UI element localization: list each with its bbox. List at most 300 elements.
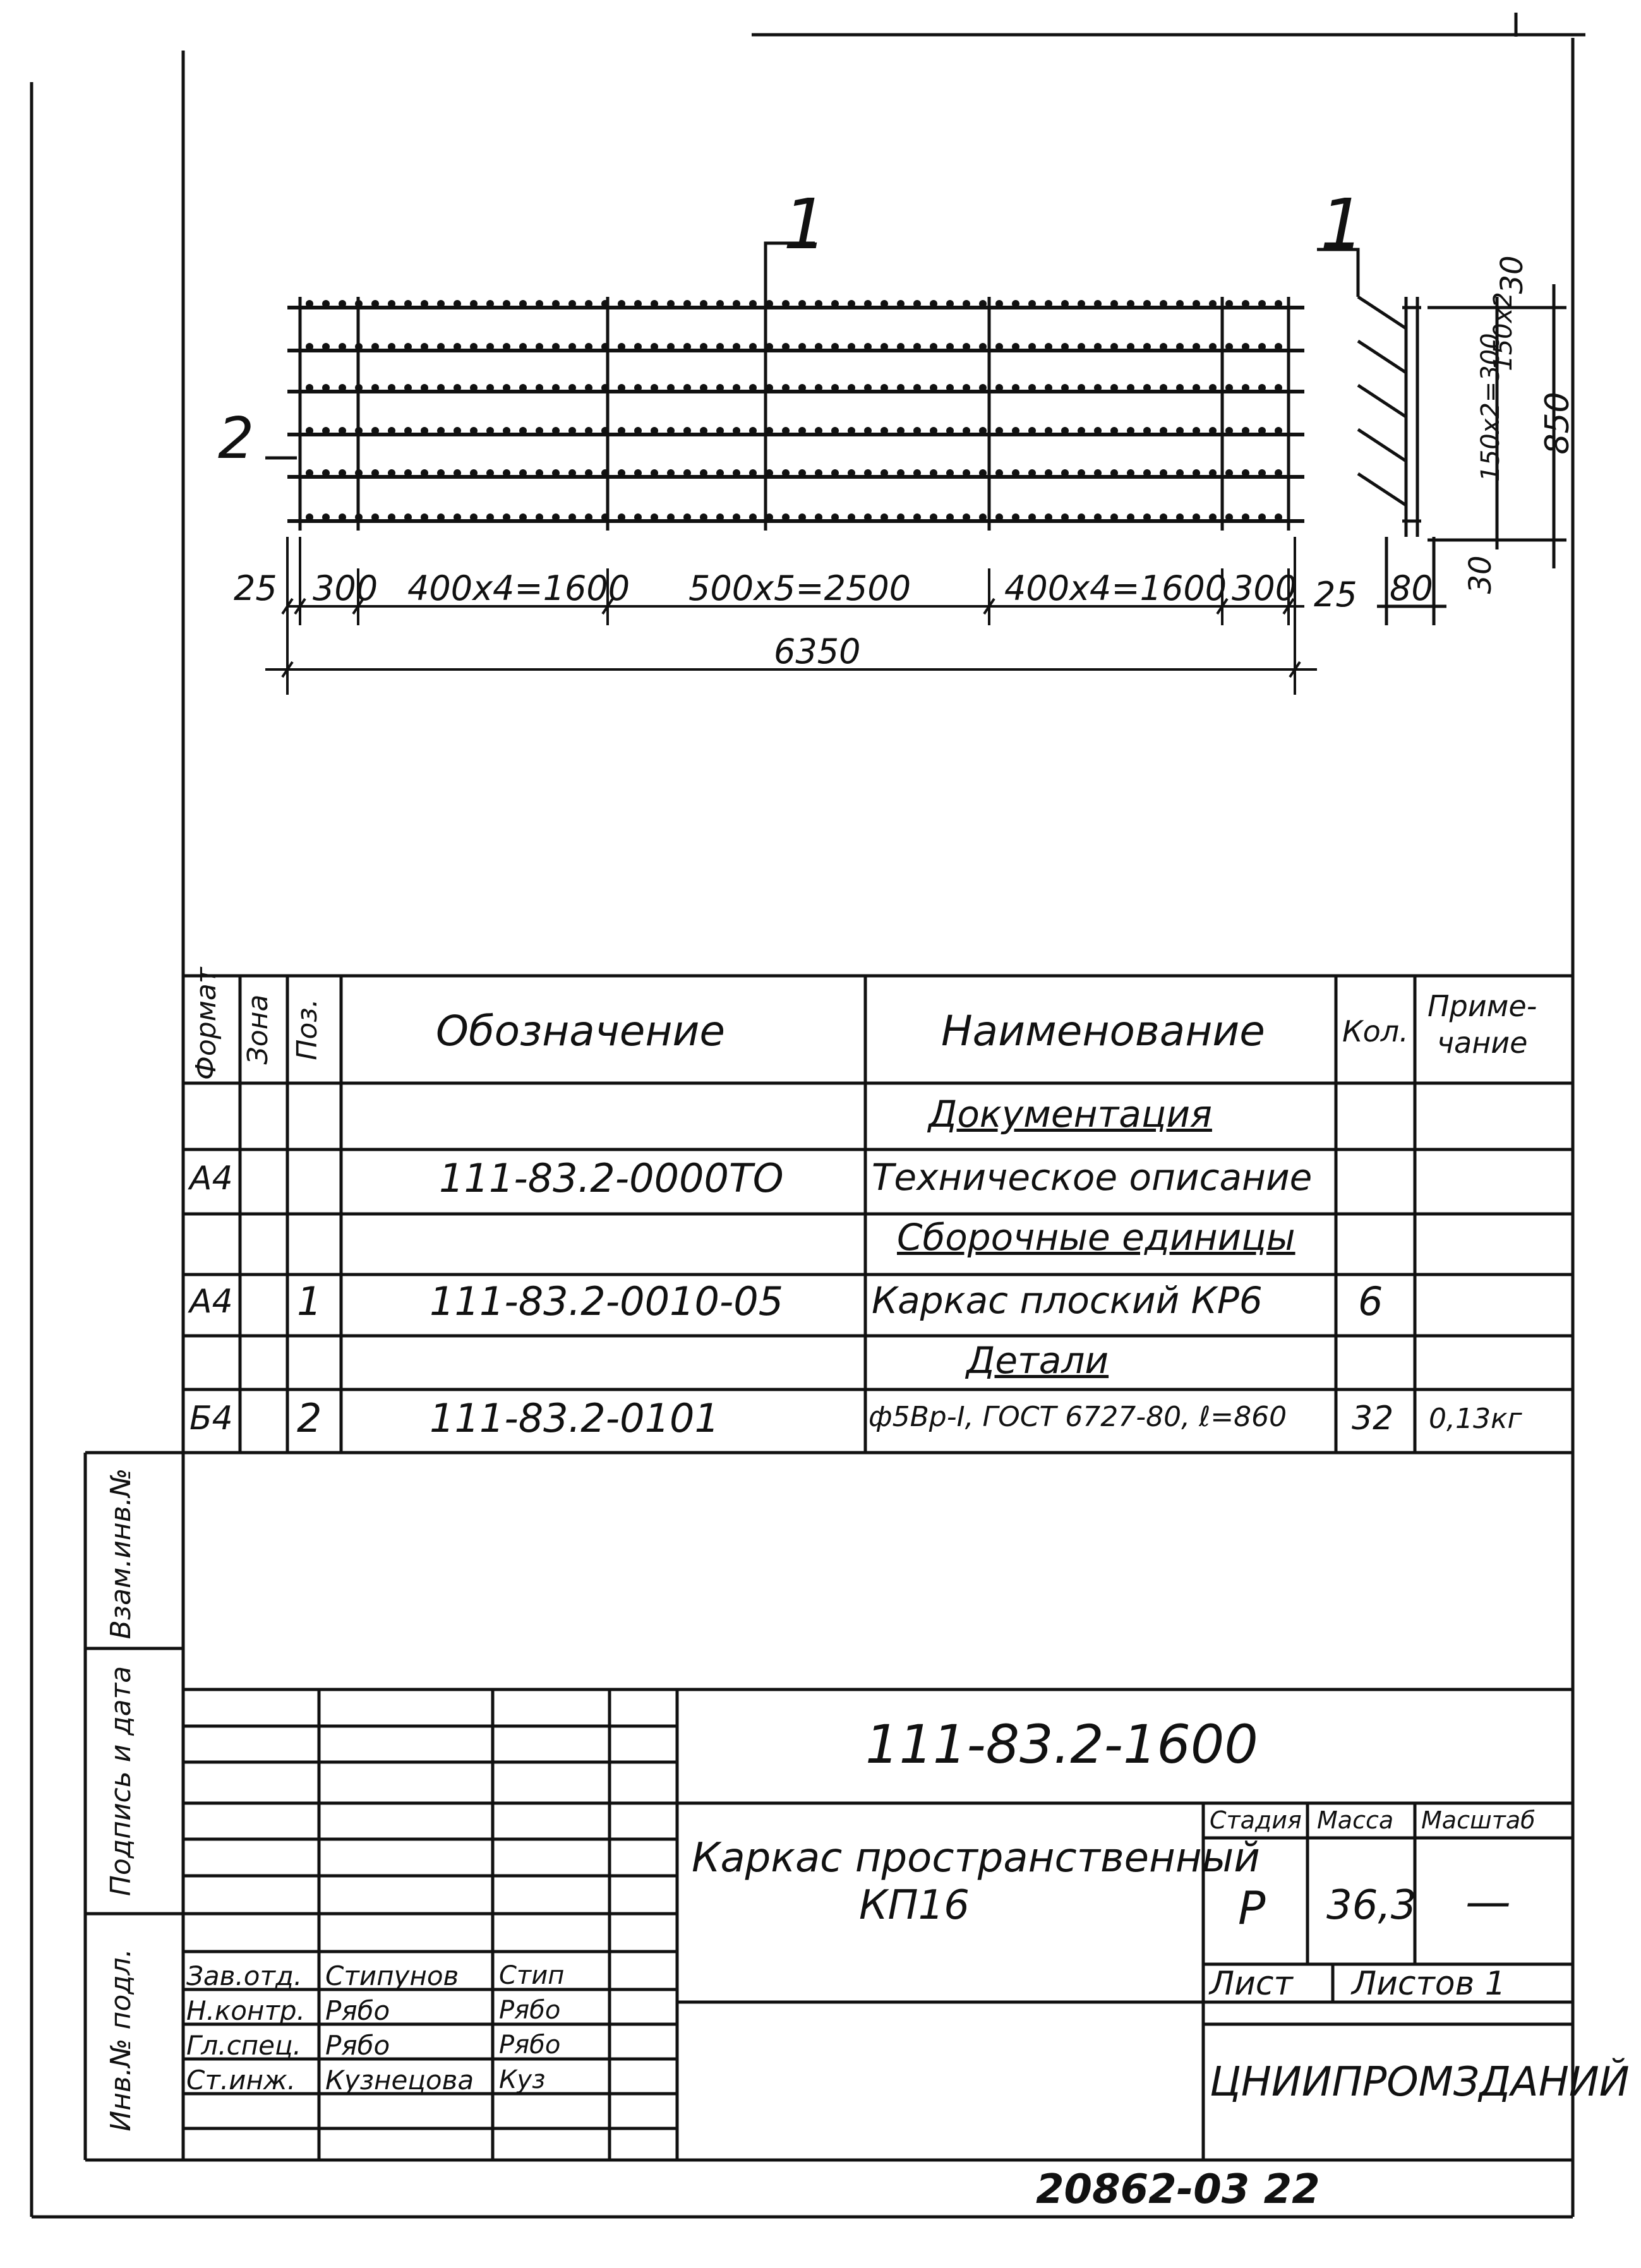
rivet-dot [1012, 343, 1019, 351]
rivet-dot [1258, 300, 1266, 308]
rivet-dot [716, 343, 724, 351]
rivet-dot [913, 513, 921, 521]
rivet-dot [979, 384, 987, 392]
rivet-dot [470, 469, 478, 477]
rivet-dot [388, 469, 395, 477]
rivet-dot [1127, 343, 1134, 351]
rivet-dot [733, 300, 740, 308]
rivet-dot [749, 300, 757, 308]
rivet-dot [979, 427, 987, 435]
rivet-dot [371, 384, 379, 392]
rivet-dot [421, 343, 428, 351]
rivet-dot [683, 343, 691, 351]
rivet-dot [815, 469, 822, 477]
row-qty: 32 [1352, 1400, 1394, 1437]
rivet-dot [618, 427, 625, 435]
rivet-dot [864, 300, 872, 308]
rivet-dot [946, 300, 954, 308]
rivet-dot [1275, 513, 1282, 521]
rivet-dot [1143, 384, 1151, 392]
header-note: Приме- чание [1428, 989, 1537, 1060]
rivet-dot [1110, 384, 1118, 392]
rivet-dot [1209, 427, 1217, 435]
rivet-dot [1275, 300, 1282, 308]
header-format: Формат [190, 967, 222, 1080]
rivet-dot [1143, 469, 1151, 477]
rivet-dot [963, 513, 970, 521]
scale-label: Масштаб [1421, 1806, 1536, 1834]
rivet-dot [1094, 513, 1102, 521]
rivet-dot [1143, 343, 1151, 351]
rivet-dot [963, 469, 970, 477]
header-pos: Поз. [291, 999, 323, 1060]
rivet-dot [552, 343, 560, 351]
rivet-dot [552, 384, 560, 392]
rivet-dot [782, 427, 790, 435]
rivet-dot [1028, 300, 1036, 308]
row-pos: 1 [297, 1278, 322, 1324]
rivet-dot [1045, 343, 1052, 351]
rivet-dot [519, 469, 527, 477]
rivet-dot [930, 384, 937, 392]
rivet-dot [1094, 300, 1102, 308]
rivet-dot [1045, 300, 1052, 308]
rivet-dot [667, 427, 675, 435]
rivet-dot [782, 513, 790, 521]
rivet-dot [1094, 384, 1102, 392]
rivet-dot [568, 300, 576, 308]
rivet-dot [1143, 513, 1151, 521]
rivet-dot [716, 300, 724, 308]
rivet-dot [536, 427, 543, 435]
rivet-dot [700, 469, 707, 477]
rivet-dot [1061, 343, 1069, 351]
rivet-dot [470, 343, 478, 351]
rivet-dot [782, 384, 790, 392]
rivet-dot [585, 469, 592, 477]
rivet-dot [404, 427, 412, 435]
rivet-dot [979, 469, 987, 477]
sheets-label: Листов 1 [1352, 1965, 1506, 2003]
rivet-dot [700, 384, 707, 392]
stage-label: Стадия [1210, 1806, 1302, 1834]
rivet-dot [963, 300, 970, 308]
rivet-dot [1078, 300, 1085, 308]
rivet-dot [1258, 513, 1266, 521]
sig-sign: Стип [499, 1961, 565, 1990]
rivet-dot [946, 427, 954, 435]
rivet-dot [815, 513, 822, 521]
rivet-dot [1061, 384, 1069, 392]
rivet-dot [339, 343, 346, 351]
rivet-dot [1127, 427, 1134, 435]
rivet-dot [897, 469, 905, 477]
rivet-dot [913, 300, 921, 308]
rivet-dot [404, 343, 412, 351]
row-designation: 111-83.2-0010-05 [430, 1278, 784, 1324]
rivet-dot [634, 300, 642, 308]
rivet-dot [1012, 300, 1019, 308]
rivet-dot [1225, 300, 1233, 308]
rivet-dot [1176, 384, 1184, 392]
section-documentation: Документация [929, 1093, 1212, 1136]
rivet-dot [1225, 513, 1233, 521]
rivet-dot [1225, 343, 1233, 351]
rivet-dot [683, 469, 691, 477]
rivet-dot [1061, 469, 1069, 477]
rivet-dot [881, 469, 888, 477]
rivet-dot [1275, 427, 1282, 435]
rivet-dot [470, 427, 478, 435]
rivet-dot [322, 513, 330, 521]
dim-500x5: 500х5=2500 [688, 568, 911, 608]
rivet-dot [503, 469, 510, 477]
rivet-dot [1176, 513, 1184, 521]
rivet-dot [716, 384, 724, 392]
rivet-dot [1110, 513, 1118, 521]
rivet-dot [1209, 300, 1217, 308]
rivet-dot [1127, 513, 1134, 521]
rivet-dot [421, 384, 428, 392]
rivet-dot [1209, 513, 1217, 521]
rivet-dot [322, 384, 330, 392]
rivet-dot [733, 513, 740, 521]
rivet-dot [683, 300, 691, 308]
rivet-dot [519, 513, 527, 521]
rivet-dot [815, 427, 822, 435]
rivet-dot [536, 343, 543, 351]
rivet-dot [1160, 300, 1167, 308]
rivet-dot [322, 469, 330, 477]
rivet-dot [831, 513, 839, 521]
rivet-dot [503, 300, 510, 308]
rivet-dot [568, 384, 576, 392]
rivet-dot [848, 469, 855, 477]
rivet-dot [1110, 427, 1118, 435]
rivet-dot [831, 300, 839, 308]
rivet-dot [831, 469, 839, 477]
rivet-dot [1045, 469, 1052, 477]
sig-role: Зав.отд. [186, 1960, 303, 1991]
rivet-dot [651, 300, 658, 308]
rivet-dot [913, 469, 921, 477]
strip-vzam: Взам.инв.№ [105, 1468, 137, 1640]
rivet-dot [1078, 343, 1085, 351]
rivet-dot [1160, 427, 1167, 435]
rivet-dot [585, 427, 592, 435]
rivet-dot [913, 427, 921, 435]
rivet-dot [913, 384, 921, 392]
rivet-dot [831, 384, 839, 392]
rivet-dot [306, 513, 313, 521]
rivet-dot [618, 384, 625, 392]
row-qty: 6 [1358, 1278, 1383, 1324]
sig-name: Кузнецова [325, 2065, 474, 2096]
rivet-dot [568, 513, 576, 521]
rivet-dot [1061, 513, 1069, 521]
rivet-dot [1242, 469, 1249, 477]
rivet-dot [552, 513, 560, 521]
stage-value: Р [1238, 1881, 1266, 1935]
rivet-dot [815, 300, 822, 308]
rivet-dot [749, 427, 757, 435]
rivet-dot [930, 343, 937, 351]
rivet-dot [864, 343, 872, 351]
rivet-dot [486, 469, 494, 477]
rivet-dot [1242, 513, 1249, 521]
rivet-dot [782, 343, 790, 351]
rivet-dot [1094, 427, 1102, 435]
rivet-dot [421, 427, 428, 435]
rivet-dot [454, 300, 461, 308]
title-line1: Каркас пространственный [692, 1835, 1260, 1881]
rivet-dot [995, 384, 1003, 392]
rivet-dot [519, 300, 527, 308]
row-name: Техническое описание [872, 1156, 1313, 1199]
rivet-dot [552, 300, 560, 308]
rivet-dot [634, 513, 642, 521]
rivet-dot [1012, 427, 1019, 435]
rivet-dot [470, 300, 478, 308]
rivet-dot [881, 343, 888, 351]
rivet-dot [1258, 427, 1266, 435]
mass-value: 36,3 [1326, 1882, 1417, 1929]
rivet-dot [1193, 384, 1200, 392]
sig-name: Стипунов [325, 1960, 459, 1991]
rivet-dot [552, 427, 560, 435]
rivet-dot [339, 427, 346, 435]
rivet-dot [568, 343, 576, 351]
rivet-dot [946, 469, 954, 477]
rivet-dot [339, 513, 346, 521]
rivet-dot [437, 469, 445, 477]
mass-label: Масса [1317, 1806, 1394, 1834]
rivet-dot [848, 300, 855, 308]
rivet-dot [881, 300, 888, 308]
header-zone: Зона [242, 994, 274, 1065]
rivet-dot [831, 427, 839, 435]
rivet-dot [486, 300, 494, 308]
rivet-dot [798, 427, 806, 435]
rivet-dot [733, 427, 740, 435]
rivet-dot [306, 469, 313, 477]
row-designation: 111-83.2-0000ТО [439, 1155, 784, 1201]
sig-role: Гл.спец. [186, 2030, 301, 2061]
rivet-dot [798, 513, 806, 521]
rivet-dot [1045, 384, 1052, 392]
rivet-dot [1176, 427, 1184, 435]
section-mark-main: 1 [783, 184, 827, 265]
rivet-dot [963, 427, 970, 435]
rivet-dot [1275, 384, 1282, 392]
rivet-dot [1160, 384, 1167, 392]
rivet-dot [946, 343, 954, 351]
rivet-dot [1193, 343, 1200, 351]
dim-25-right: 25 [1314, 575, 1357, 615]
rivet-dot [1127, 300, 1134, 308]
sig-role: Ст.инж. [186, 2065, 296, 2096]
rivet-dot [536, 469, 543, 477]
rivet-dot [733, 343, 740, 351]
rivet-dot [1193, 300, 1200, 308]
rivet-dot [536, 513, 543, 521]
rivet-dot [503, 513, 510, 521]
rivet-dot [454, 469, 461, 477]
row-pos: 2 [297, 1395, 322, 1441]
rivet-dot [683, 513, 691, 521]
rivet-dot [700, 300, 707, 308]
rivet-dot [1225, 384, 1233, 392]
rivet-dot [667, 469, 675, 477]
row-format: А4 [189, 1283, 233, 1321]
rivet-dot [486, 343, 494, 351]
rivet-dot [995, 469, 1003, 477]
rivet-dot [371, 300, 379, 308]
rivet-dot [503, 427, 510, 435]
rivet-dot [339, 384, 346, 392]
section-details: Детали [966, 1339, 1109, 1382]
rivet-dot [651, 384, 658, 392]
rivet-dot [404, 469, 412, 477]
rivet-dot [552, 469, 560, 477]
rivet-dot [881, 513, 888, 521]
rivet-dot [1061, 427, 1069, 435]
dim-25-left: 25 [234, 568, 277, 608]
rivet-dot [454, 513, 461, 521]
rivet-dot [749, 469, 757, 477]
row-designation: 111-83.2-0101 [430, 1395, 719, 1441]
rivet-dot [1225, 469, 1233, 477]
rivet-dot [1012, 469, 1019, 477]
dim-section-150x2-b: 150х2 [1489, 292, 1518, 371]
rivet-dot [306, 300, 313, 308]
rivet-dot [1209, 384, 1217, 392]
rivet-dot [651, 513, 658, 521]
rivet-dot [963, 384, 970, 392]
rivet-dot [1258, 384, 1266, 392]
sig-sign: Куз [499, 2065, 546, 2094]
rivet-dot [864, 427, 872, 435]
sig-name: Рябо [325, 2030, 390, 2061]
rivet-dot [749, 513, 757, 521]
rivet-dot [437, 513, 445, 521]
rivet-dot [864, 384, 872, 392]
rivet-dot [470, 513, 478, 521]
strip-podpis: Подпись и дата [105, 1665, 137, 1897]
rivet-dot [404, 513, 412, 521]
rivet-dot [1176, 300, 1184, 308]
rivet-dot [634, 427, 642, 435]
rivet-dot [618, 300, 625, 308]
rivet-dot [437, 427, 445, 435]
rivet-dot [1078, 427, 1085, 435]
dim-section-width: 80 [1390, 568, 1433, 608]
rivet-dot [683, 384, 691, 392]
rivet-dot [618, 469, 625, 477]
header-designation: Обозначение [436, 1007, 725, 1055]
rivet-dot [1176, 469, 1184, 477]
rivet-dot [1110, 300, 1118, 308]
rivet-dot [388, 343, 395, 351]
rivet-dot [1045, 427, 1052, 435]
rivet-dot [1225, 427, 1233, 435]
rivet-dot [519, 343, 527, 351]
rivet-dot [1061, 300, 1069, 308]
rivet-dot [503, 343, 510, 351]
rivet-dot [815, 343, 822, 351]
rivet-dot [1209, 343, 1217, 351]
rivet-dot [1160, 513, 1167, 521]
rivet-dot [979, 513, 987, 521]
rivet-dot [651, 427, 658, 435]
rivet-dot [1143, 300, 1151, 308]
rivet-dot [930, 427, 937, 435]
rivet-dot [963, 343, 970, 351]
rivet-dot [306, 427, 313, 435]
sig-sign: Рябо [499, 2031, 561, 2060]
rivet-dot [1275, 469, 1282, 477]
rivet-dot [388, 513, 395, 521]
row-name: ф5Вр-I, ГОСТ 6727-80, ℓ=860 [869, 1401, 1287, 1433]
sig-name: Рябо [325, 1995, 390, 2026]
rivet-dot [585, 513, 592, 521]
rivet-dot [634, 469, 642, 477]
rivet-dot [454, 427, 461, 435]
rivet-dot [1028, 427, 1036, 435]
rivet-dot [848, 384, 855, 392]
rivet-dot [995, 343, 1003, 351]
rivet-dot [881, 384, 888, 392]
dim-400x4-right: 400х4=1600 [1004, 568, 1227, 608]
rivet-dot [897, 343, 905, 351]
dim-section-30-top: 30 [1494, 255, 1530, 294]
rivet-dot [798, 469, 806, 477]
rivet-dot [897, 384, 905, 392]
section-assembly-units: Сборочные единицы [897, 1216, 1295, 1259]
rivet-dot [388, 427, 395, 435]
rivet-dot [585, 300, 592, 308]
rivet-dot [897, 300, 905, 308]
dim-300-right: 300 [1232, 568, 1297, 608]
rivet-dot [1193, 469, 1200, 477]
rivet-dot [1045, 513, 1052, 521]
rivet-dot [749, 343, 757, 351]
dim-section-850: 850 [1539, 392, 1577, 455]
rivet-dot [1110, 469, 1118, 477]
rivet-dot [979, 343, 987, 351]
rivet-dot [1078, 469, 1085, 477]
rivet-dot [651, 469, 658, 477]
bar-dots [306, 300, 1282, 521]
rivet-dot [421, 513, 428, 521]
rivet-dot [897, 427, 905, 435]
rivet-dot [1242, 427, 1249, 435]
rivet-dot [667, 384, 675, 392]
rivet-dot [848, 513, 855, 521]
dim-section-30-bottom: 30 [1463, 555, 1498, 594]
rivet-dot [536, 384, 543, 392]
section-mark-side: 1 [1320, 184, 1364, 265]
rivet-dot [519, 384, 527, 392]
organization: ЦНИИПРОМЗДАНИЙ [1210, 2059, 1630, 2106]
rivet-dot [930, 300, 937, 308]
rivet-dot [1078, 513, 1085, 521]
rivet-dot [995, 300, 1003, 308]
rivet-dot [1258, 469, 1266, 477]
title-line2: КП16 [859, 1882, 970, 1929]
rivet-dot [536, 300, 543, 308]
scale-value: — [1465, 1875, 1511, 1928]
